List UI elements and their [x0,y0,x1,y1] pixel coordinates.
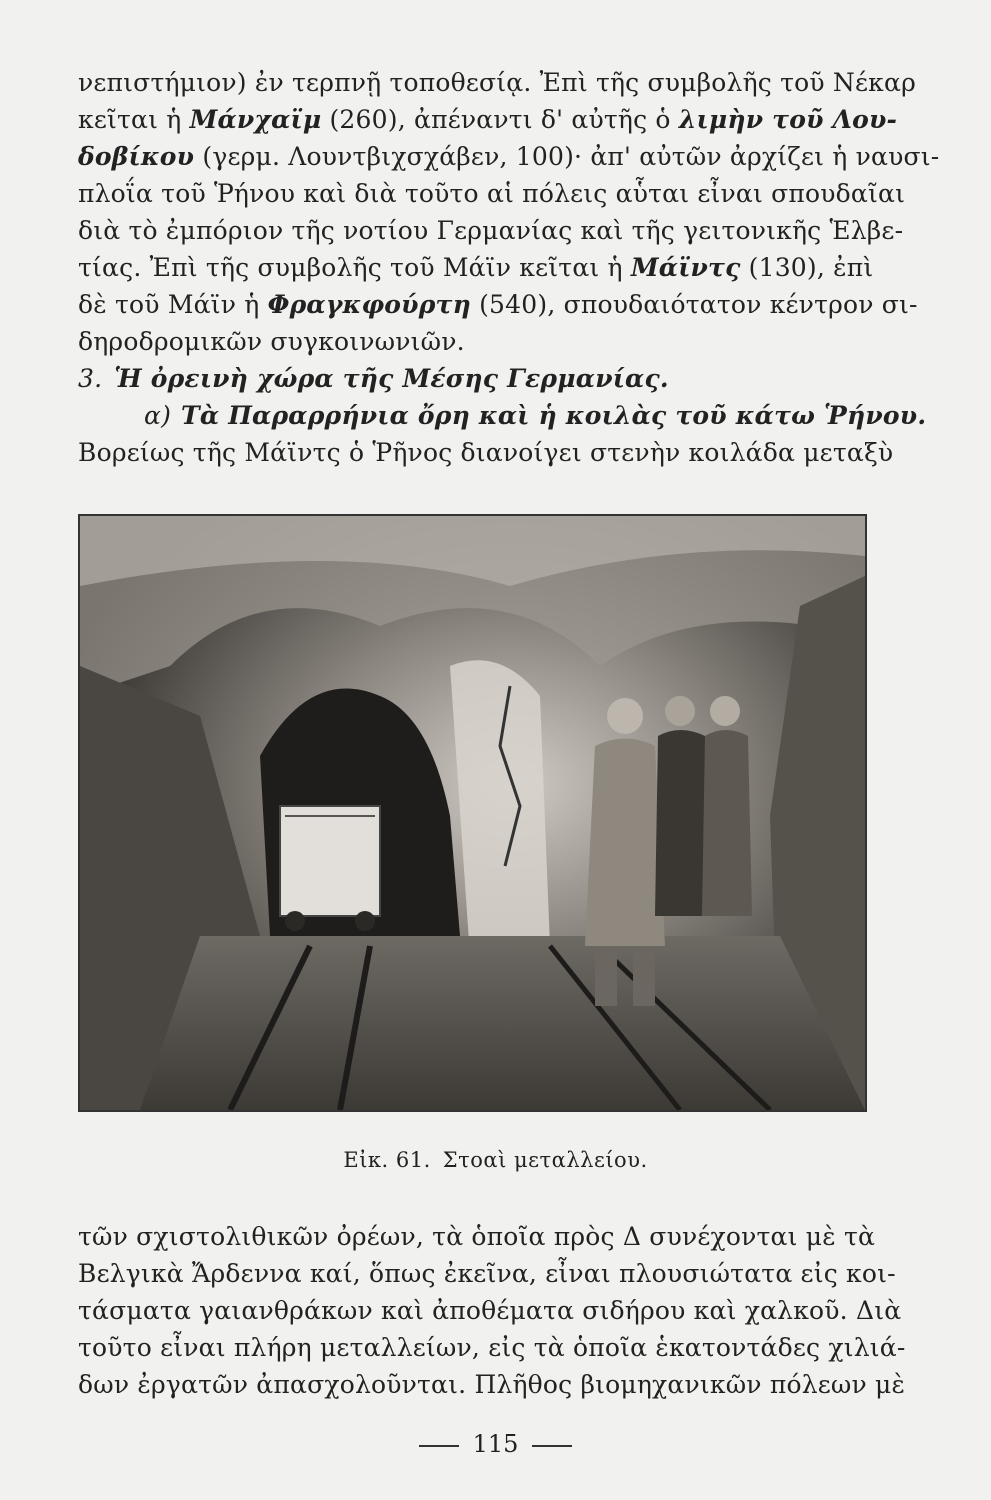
text-run: (γερμ. Λουντβιχσχάβεν, 100)· ἀπ' αὐτῶν ἀρχίζει ἡ ναυσι- [194,142,940,171]
text-run: κεῖται ἡ [78,105,190,134]
paragraph-2-line: δων ἐργατῶν ἀπασχολοῦνται. Πλῆθος βιομηχανικῶν πόλεων μὲ [78,1370,906,1399]
paragraph-1-line [78,138,940,175]
text-run: (130), ἐπὶ [740,253,874,282]
emphasized-term: Μάνχαϊμ [189,105,322,134]
emphasized-term: Φραγκφούρτη [267,290,471,319]
paragraph-1-line [78,286,918,323]
text-run: νεπιστήμιον) ἐν τερπνῇ τοποθεσίᾳ. Ἐπὶ τῆς συμβολῆς τοῦ Νέκαρ [78,68,916,97]
paragraph-2-line: Βελγικὰ Ἄρδεννα καί, ὅπως ἐκεῖνα, εἶναι πλουσιώτατα εἰς κοι- [78,1259,896,1288]
paragraph-1 [78,64,940,360]
text-run: διὰ τὸ ἐμπόριον τῆς νοτίου Γερμανίας καὶ τῆς γειτονικῆς Ἑλβε- [78,216,904,245]
emphasized-term: δοβίκου [78,142,195,171]
text-run: δὲ τοῦ Μάϊν ἡ [78,290,268,319]
text-run: (540), σπουδαιότατον κέντρον σι- [470,290,918,319]
text-run: δηροδρομικῶν συγκοινωνιῶν. [78,327,465,356]
mine-tunnel-photo [78,514,867,1112]
section-title: Ἡ ὀρεινὴ χώρα τῆς Μέσης Γερμανίας. [114,364,669,393]
bottom-text-block [78,1218,906,1403]
paragraph-1-line [78,175,906,212]
section-number: 3. [78,364,103,393]
paragraph-2-line: τῶν σχιστολιθικῶν ὀρέων, τὰ ὁποῖα πρὸς Δ συνέχονται μὲ τὰ [78,1222,876,1251]
paragraph-1-line [78,323,863,360]
figure-caption-text: Στοαὶ μεταλλείου. [442,1148,648,1172]
subsection-label: α) [144,401,172,430]
emphasized-term: λιμὴν τοῦ Λου- [678,105,898,134]
paragraph-1-line [78,249,874,286]
emphasized-term: Μάϊντς [630,253,741,282]
dash-right [532,1445,572,1447]
top-text-block [78,64,940,471]
page-number [0,1430,991,1458]
text-run: πλοΐα τοῦ Ῥήνου καὶ διὰ τοῦτο αἱ πόλεις αὗται εἶναι σπουδαῖαι [78,179,906,208]
paragraph-1-line [78,101,898,138]
figure-number: Εἰκ. 61. [343,1148,431,1172]
text-run: τίας. Ἐπὶ τῆς συμβολῆς τοῦ Μάϊν κεῖται ἡ [78,253,631,282]
figure-caption [0,1148,991,1172]
section-heading [78,360,863,397]
paragraph-1-line [78,212,904,249]
paragraph-2-continued [78,1218,906,1403]
dash-left [419,1445,459,1447]
page-number-value: 115 [472,1430,519,1458]
subsection-heading [78,397,927,434]
text-run: (260), ἀπέναντι δ' αὐτῆς ὁ [321,105,679,134]
subsection-title: Τὰ Παραρρήνια ὄρη καὶ ἡ κοιλὰς τοῦ κάτω Ῥήνου. [181,401,927,430]
paragraph-2-line: τοῦτο εἶναι πλήρη μεταλλείων, εἰς τὰ ὁποῖα ἑκατοντάδες χιλιά- [78,1333,906,1362]
paragraph-2-line: τάσματα γαιανθράκων καὶ ἀποθέματα σιδήρου καὶ χαλκοῦ. Διὰ [78,1296,902,1325]
paragraph-2-first-line: Βορείως τῆς Μάϊντς ὁ Ῥῆνος διανοίγει στενὴν κοιλάδα μεταξὺ [78,438,894,467]
paragraph-1-line [78,64,916,101]
